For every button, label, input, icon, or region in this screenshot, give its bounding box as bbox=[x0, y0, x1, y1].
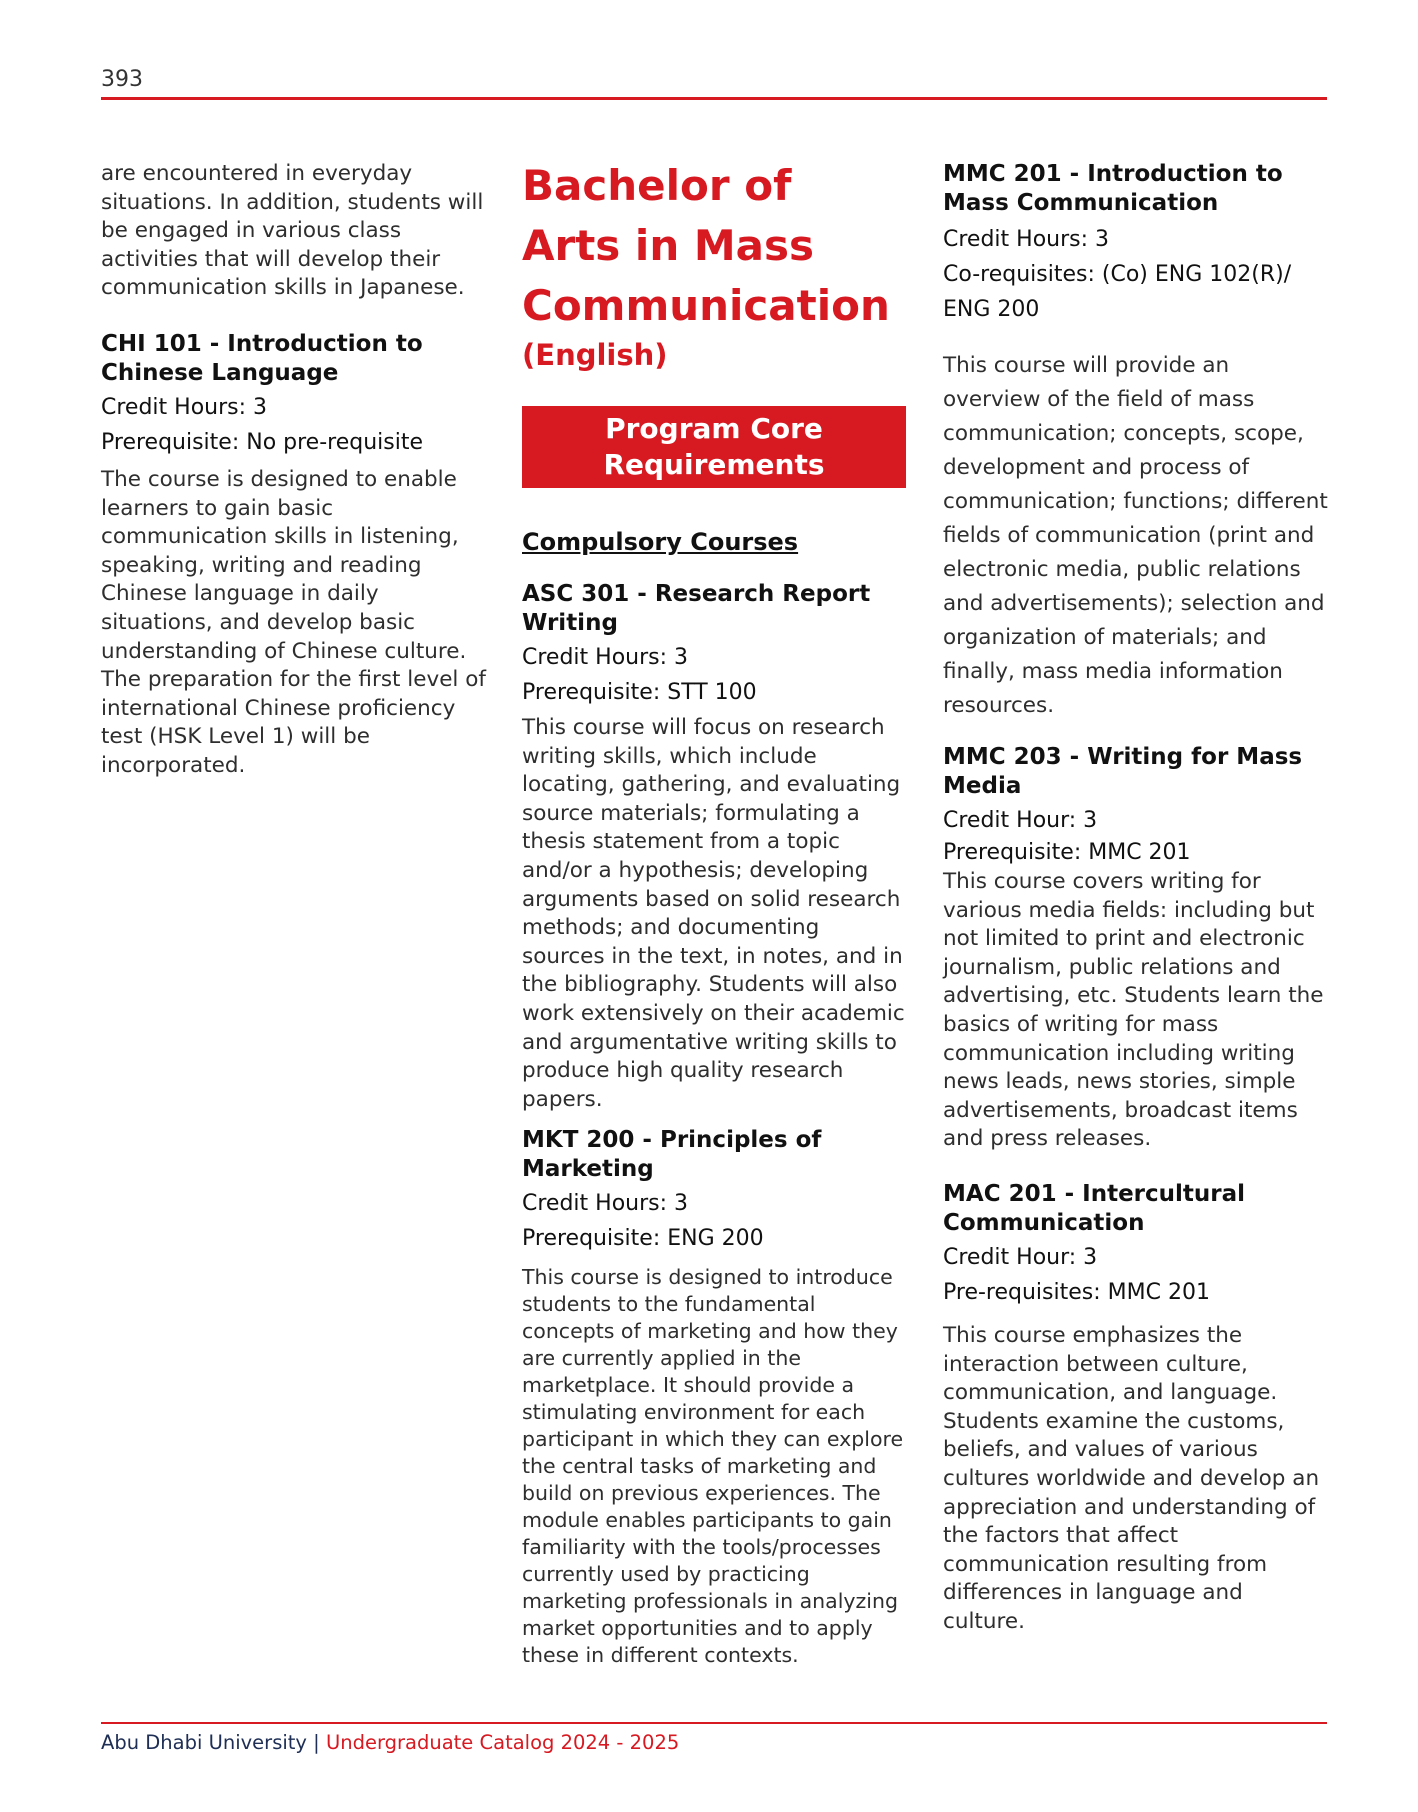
column-left bbox=[101, 160, 486, 781]
program-title bbox=[522, 156, 906, 336]
prerequisite: Prerequisite: STT 100 bbox=[522, 680, 757, 705]
course-title: CHI 101 - Introduction to Chinese Language bbox=[101, 330, 423, 386]
credit-hours: Credit Hour: 3 bbox=[943, 808, 1098, 833]
course-title: MMC 203 - Writing for Mass Media bbox=[943, 744, 1303, 799]
course-description: This course will focus on research writing skills, which include locating, gathering, and evaluating source materials; formulating a thesis statement from a topic and/or a hypothesis; developing arguments based on solid research methods; and documenting sources in the text, in notes, and in the bibliography. Students will also work extensively on their academic and argumentative writing skills to produce high quality research papers. bbox=[522, 715, 905, 1112]
program-core-banner bbox=[522, 406, 906, 488]
prerequisite: Prerequisite: MMC 201 bbox=[943, 840, 1191, 865]
course-title: MKT 200 - Principles of Marketing bbox=[522, 1127, 822, 1183]
credit-hours: Credit Hours: 3 bbox=[522, 645, 689, 670]
course-title: MMC 201 - Introduction to Mass Communication bbox=[943, 161, 1283, 216]
bottom-divider bbox=[101, 1722, 1327, 1724]
course-description: The course is designed to enable learners to gain basic communication skills in listening, speaking, writing and reading Chinese language in daily situations, and develop basic understanding of Chinese culture. The preparation for the first level of international Chinese proficiency test (HSK Level 1) will be incorporated. bbox=[101, 466, 486, 778]
column-middle bbox=[522, 160, 906, 1669]
banner-line: Program Core bbox=[605, 412, 823, 445]
banner-line: Requirements bbox=[603, 448, 825, 481]
course-description: This course will provide an overview of the field of mass communication; concepts, scope, development and process of communication; functions; different fields of communication (print and electronic media, public relations and advertisements); selection and organization of materials; and finally, mass media information resources. bbox=[943, 353, 1328, 718]
top-divider bbox=[101, 97, 1327, 100]
credit-hours: Credit Hours: 3 bbox=[943, 227, 1110, 252]
program-subtitle: (English) bbox=[522, 338, 668, 372]
program-title-line: Bachelor of bbox=[522, 161, 792, 210]
course-description: This course covers writing for various media fields: including but not limited to print and electronic journalism, public relations and advertising, etc. Students learn the basics of writing for mass communication including writing news leads, news stories, simple advertisements, broadcast items and press releases. bbox=[943, 869, 1324, 1152]
prerequisite: Prerequisite: No pre-requisite bbox=[101, 429, 423, 455]
course-title: ASC 301 - Research Report Writing bbox=[522, 581, 871, 636]
footer-org: Abu Dhabi University bbox=[101, 1731, 307, 1754]
page-number: 393 bbox=[101, 67, 143, 92]
footer bbox=[101, 1729, 679, 1757]
course-description: This course is designed to introduce students to the fundamental concepts of marketing and how they are currently applied in the marketplace. It should provide a stimulating environment for each participant in which they can explore the central tasks of marketing and build on previous experiences. The module enables participants to gain familiarity with the tools/processes currently used by practicing marketing professionals in analyzing market opportunities and to apply these in different contexts. bbox=[522, 1265, 904, 1668]
credit-hours: Credit Hour: 3 bbox=[943, 1244, 1098, 1270]
course-description: This course emphasizes the interaction between culture, communication, and language. Students examine the customs, beliefs, and values of various cultures worldwide and develop an appreciation and understanding of the factors that affect communication resulting from differences in language and culture. bbox=[943, 1322, 1320, 1634]
prerequisite: Prerequisite: ENG 200 bbox=[522, 1226, 764, 1252]
corequisite: Co-requisites: (Co) ENG 102(R)/ bbox=[943, 262, 1292, 287]
course-title: MAC 201 - Intercultural Communication bbox=[943, 1180, 1246, 1236]
footer-catalog: Undergraduate Catalog 2024 - 2025 bbox=[325, 1731, 680, 1754]
credit-hours: Credit Hours: 3 bbox=[101, 394, 268, 420]
continuation-text: are encountered in everyday situations. In addition, students will be engaged in various class activities that will develop their communication skills in Japanese. bbox=[101, 161, 484, 301]
program-title-line: Arts in Mass bbox=[522, 221, 814, 270]
section-heading: Compulsory Courses bbox=[522, 528, 799, 556]
prerequisite: Pre-requisites: MMC 201 bbox=[943, 1279, 1210, 1305]
footer-separator: | bbox=[313, 1731, 320, 1754]
column-right bbox=[943, 160, 1328, 1636]
credit-hours: Credit Hours: 3 bbox=[522, 1191, 689, 1217]
corequisite: ENG 200 bbox=[943, 297, 1040, 322]
program-title-line: Communication bbox=[522, 281, 890, 330]
